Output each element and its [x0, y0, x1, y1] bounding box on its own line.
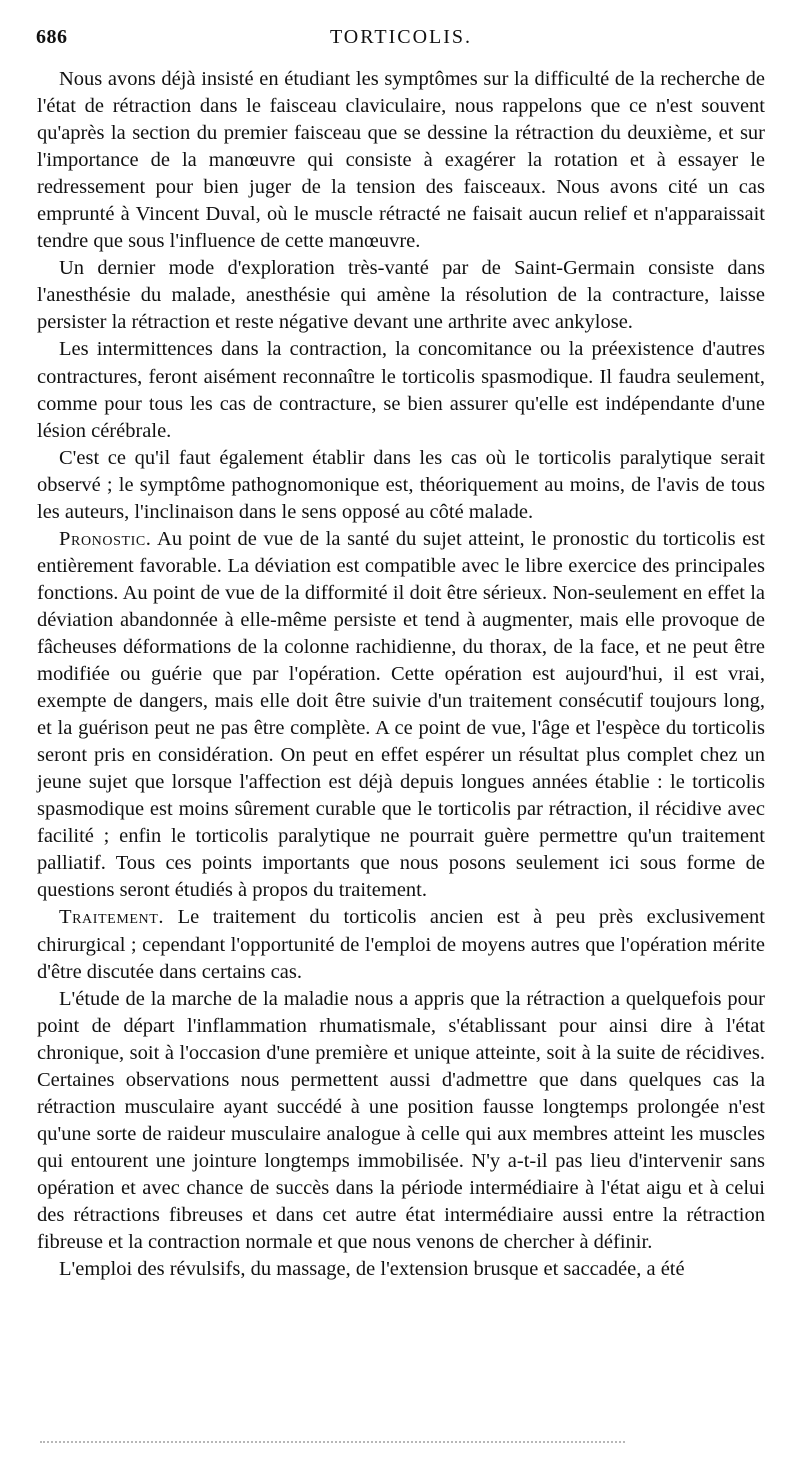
paragraph-pronostic-text: Au point de vue de la santé du sujet atteint, le pronostic du torticolis est entièrement favorable. La déviation est compatible avec le libre exercice des principales fonctions. Au point de vue de la difformité il doit être sérieux. Non-seulement en effet la déviation abandonnée à elle-même persiste et tend à augmenter, mais elle provoque de fâcheuses déformations de la colonne rachidienne, du thorax, de la face, et ne peut être modifiée ou guérie que par l'opération. Cette opération est aujourd'hui, il est vrai, exempte de dangers, mais elle doit être suivie d'un traitement consécutif toujours long, et la guérison peut ne pas être complète. A ce point de vue, l'âge et l'espèce du torticolis seront pris en considération. On peut en effet espérer un résultat plus complet chez un jeune sujet que lorsque l'affection est déjà depuis longues années établie : le torticolis spasmodique est moins sûrement curable que le torticolis par rétraction, il récidive avec facilité ; enfin le torticolis paralytique ne pourrait guère permettre qu'un traitement palliatif. Tous ces points importants que nous posons seulement ici sous forme de questions seront étudiés à propos du traitement. — [37, 527, 765, 902]
body-text — [37, 66, 765, 1283]
paragraph-intermittences: Les intermittences dans la contraction, la concomitance ou la préexistence d'autres contractures, feront aisément reconnaître le torticolis spasmodique. Il faudra seulement, comme pour tous les cas de contracture, se bien assurer qu'elle est indépendante d'une lésion cérébrale. — [37, 338, 765, 442]
paragraph-tension-faisceaux: Nous avons déjà insisté en étudiant les symptômes sur la difficulté de la recherche de l'état de rétraction dans le faisceau claviculaire, nous rappelons que ce n'est souvent qu'après la section du premier faisceau que se dessine la rétraction du deuxième, et sur l'importance de la manœuvre qui consiste à exagérer la rotation et à essayer le redressement pour bien juger de la tension des faisceaux. Nous avons cité un cas emprunté à Vincent Duval, où le muscle rétracté ne faisait aucun relief et n'apparaissait tendre que sous l'influence de cette manœuvre. — [37, 68, 765, 253]
paragraph-torticolis-paralytique: C'est ce qu'il faut également établir dans les cas où le torticolis paralytique serait observé ; le symptôme pathognomonique est, théoriquement au moins, de l'avis de tous les auteurs, l'inclinaison dans le sens opposé au côté malade. — [37, 446, 765, 523]
section-head-pronostic: Pronostic. — [59, 527, 152, 550]
section-head-traitement: Traitement. — [59, 906, 165, 929]
footer-dotted-rule — [40, 1441, 625, 1443]
paragraph-anesthesie: Un dernier mode d'exploration très-vanté par de Saint-Germain consiste dans l'anesthésie du malade, anesthésie qui amène la résolution de la contracture, laisse persister la rétraction et reste négative devant une arthrite avec ankylose. — [37, 257, 765, 334]
page-header — [36, 26, 766, 56]
paragraph-marche-maladie: L'étude de la marche de la maladie nous a appris que la rétraction a quelquefois pour point de départ l'inflammation rhumatismale, s'établissant pour ainsi dire à l'état chronique, soit à l'occasion d'une première et unique atteinte, soit à la suite de récidives. Certaines observations nous permettent aussi d'admettre que dans quelques cas la rétraction musculaire ayant succédé à une position fausse longtemps prolongée n'est qu'une sorte de raideur musculaire analogue à celle qui aux membres atteint les muscles qui entourent une jointure longtemps immobilisée. N'y a-t-il pas lieu d'intervenir sans opération et avec chance de succès dans la période intermédiaire à l'état aigu et à celui des rétractions fibreuses et dans cet autre état intermédiaire aussi entre la rétraction fibreuse et la contraction normale et que nous venons de chercher à définir. — [37, 987, 765, 1254]
running-title: TORTICOLIS. — [329, 26, 473, 48]
paragraph-traitement-text: Le traitement du torticolis ancien est à peu près exclusivement chirurgical ; cependant l'opportunité de l'emploi de moyens autres que l'opération mérite d'être discutée dans certains cas. — [37, 906, 766, 983]
page-number: 686 — [36, 26, 68, 48]
paragraph-pronostic — [37, 526, 765, 905]
paragraph-traitement — [37, 904, 765, 985]
paragraph-revulsifs: L'emploi des révulsifs, du massage, de l'extension brusque et saccadée, a été — [59, 1258, 685, 1281]
